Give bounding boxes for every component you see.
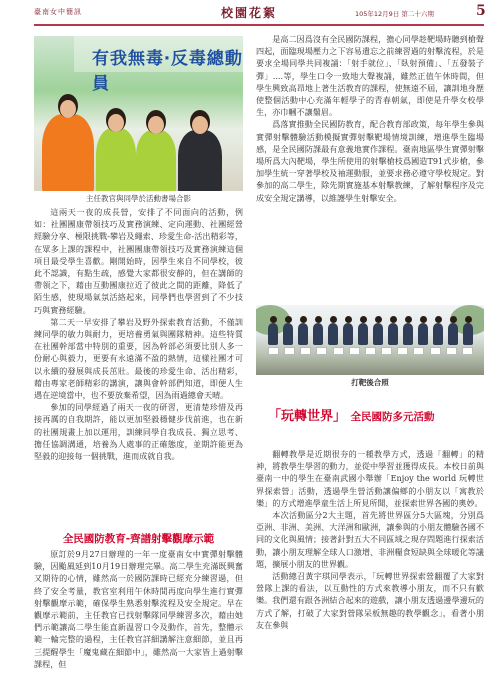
person-figure xyxy=(178,130,222,191)
person-figure xyxy=(96,128,136,191)
article-left-body xyxy=(34,206,243,462)
section-title: 校園花絮 xyxy=(220,6,277,20)
photo-caption-top: 主任教官與同學於活動書場合影 xyxy=(86,194,191,203)
article-shooting-body xyxy=(34,548,243,670)
banner-slogan: 有我無毒‧反毒總動員 xyxy=(92,49,243,94)
paragraph: 第二天一早安排了攀岩及野外探索教育活動，不僅訓練同學的敏力與耐力，更培養勇氣與團隊精神。這些特質在社團幹部當中特別的重要，因為幹部必須要比別人多一份耐心與毅力，更要有永遠滿不盈的熱情，這樣社團才可以永續的發展與成長茁壯。最後的珍愛生命、活出精彩，藉由專家老師精彩的講演，讓與會幹部們知道，即便人生遇在逆境當中，也不要放棄希望，因為雨過總會天晴。 xyxy=(34,316,243,401)
paragraph: 這兩天一夜的成長營，安排了不同面向的活動，例如：社團團康帶領技巧及實務演練、定向運動、社團經營經驗分享、極限挑戰-攀岩及繩索、珍愛生命-活出精彩等，在眾多上課的課程中，社團團康帶領技巧及實務演練這個項目最受學生喜歡。剛開始時，因學生來自不同學校，彼此不認識，有點生疏，感覺大家都很安靜的，但在講師的帶領之下，藉由互動團康拉近了彼此之間的距離，降低了陌生感，使現場氣氛活絡起來，同學們也學習到了不少技巧與實務經驗。 xyxy=(34,207,243,315)
newsletter-logo: 臺南女中簡訊 xyxy=(34,8,82,16)
paragraph: 是高二因爲沒有全民國防課程，擔心同學趁靶場時聽到槍聲四起，面臨現場壓力之下容易遺忘之前練習過的射擊流程，於是要求全場同學共同複誦：「射手就位」、「臥射預備」、「五發裝子彈」....等，學生口令一致地大聲複誦，雖然正值午休時間，但學生興致高昂地上著生活教育的課程，使無遠不屆，讓訓地身歷使整個活動中心充滿年輕學子的青春朝氣，即使是升學女校學生，亦巾幗不讓鬚眉。 xyxy=(256,34,484,118)
header-rule xyxy=(34,24,484,26)
issue-date: 105年12月9日 第二十六期 xyxy=(355,10,434,18)
paragraph: 活動總召黃宇琪同學表示，「玩轉世界探索營翻覆了大家對營隊上課的看法，以互動性的方式來教導小朋友，而不只有歡樂。我們還有跟各洲結合起來的遊戲，讓小朋友透過邊學邊玩的方式了解，打破了大家對營隊呆板無趣的教學觀念」，看著小朋友在參與 xyxy=(256,571,484,630)
page-number: 5 xyxy=(476,3,486,19)
group-front-row xyxy=(268,347,473,355)
person-figure xyxy=(42,114,94,191)
paragraph: 參加的同學經過了兩天一夜的研習，更清楚珍惜及再接再厲的自我期許，能以更加堅毅穩健步伐前進，也在新的社團規畫上加以運用，訓練同學自我成長、獨立思考、擔任協調溝通，培養為人處事的正確態度，並期許能更為堅毅的迎接每一個挑戰，進而成就自我。 xyxy=(34,402,243,462)
group-back-row xyxy=(268,323,473,345)
person-face xyxy=(108,114,124,132)
person-figure xyxy=(136,130,176,191)
paragraph: 爲落實推動全民國防教育，配合教育部政策，每年學生參與實彈射擊體驗活動模擬實彈射擊靶場情境訓練，增進學生臨場感，是全民國防課最有意義地實作課程。臺南地區學生實彈射擊場所爲大內靶場，學生所使用的射擊槍枝爲國造T91式步槍，參加學生統一穿著學校及袖運動服，並要求務必遵守學校規定。對參加的高二學生，除先期實施基本射擊教練，了解射擊程序及完成安全規定講導，以維護學生射擊安全。 xyxy=(256,119,484,203)
paragraph: 原訂於9月27日辦理的一年一度臺南女中實彈射擊體驗，因颱風延到10月19日辦理完畢。高二學生充滿既興奮又期待的心情，雖然高一於國防課時已經充分練習過，但終了安全考量，教官室利用午休時間再度向學生進行實彈射擊觀摩示範，確保學生熟悉射擊流程及安全規定。早在觀摩示範前，主任教官已找射擊隊同學練習多次，藉由她們示範讓高二學生能直新温習口令及動作，首先，整體示範一輪完整的過程，主任教官詳細講解注意細節，並且再三提醒學生「魔鬼藏在細節中」，雖然高一大家皆上過射擊課程，但 xyxy=(34,549,243,669)
person-face xyxy=(192,116,208,134)
article-world-body xyxy=(256,448,484,631)
article-right-body xyxy=(256,33,484,204)
person-face xyxy=(148,116,164,134)
heading-sub: 全民國防多元活動 xyxy=(350,411,435,423)
heading-main: 「玩轉世界」 xyxy=(268,409,347,424)
page-header xyxy=(0,0,498,26)
person-face xyxy=(60,100,76,118)
group-photo xyxy=(256,305,484,375)
paragraph: 翻轉教學是近期很夯的一種教學方式，透過「翻轉」的精神，將教學生學習的動力，並從中學習並獲得成長。本校日前與臺南一中的學生在臺南武國小舉辦「Enjoy the world 玩轉世界探索營」活動，透過學生營活動讓偏鄉的小朋友以「寓教於樂」的方式增進學童生活上所見所聞，並探索世界各國的奧妙。 xyxy=(256,449,484,508)
event-photo-top xyxy=(34,36,243,191)
paragraph: 本次活動區分2大主題，首先將世界區分5大區塊，分別爲亞洲、非洲、美洲、大洋洲和歐洲，讓參與的小朋友體驗各國不同的文化與風情；接著針對五大不同區域之現存問題進行探索活動，讓小朋友理解全球人口激增、非洲糧食短缺與全球暖化等議題，擴展小朋友的世界觀。 xyxy=(256,510,484,569)
photo-caption-group: 打靶後合照 xyxy=(351,378,389,387)
article-heading-world xyxy=(268,405,484,424)
article-heading-shooting: 全民國防教育-齊譜射擊觀摩示範 xyxy=(62,533,215,545)
